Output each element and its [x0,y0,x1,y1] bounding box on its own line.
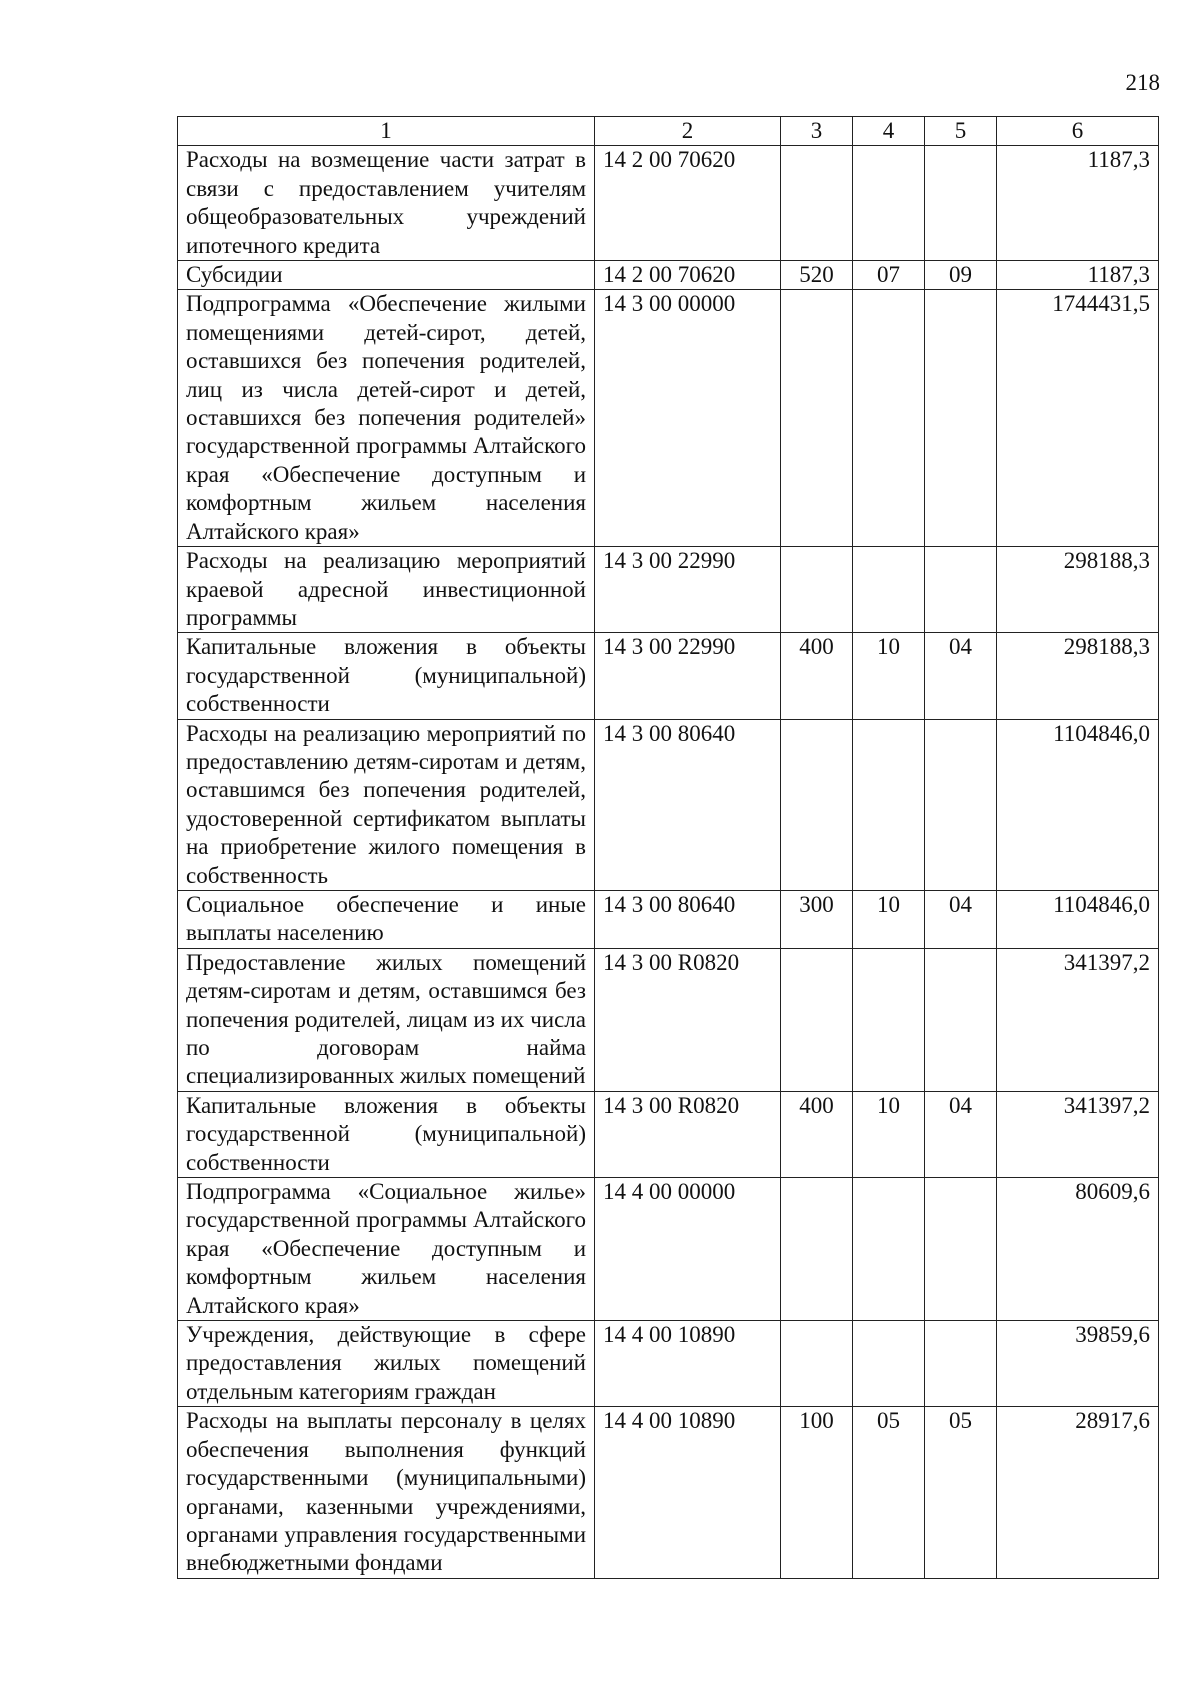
row-amount: 1104846,0 [997,890,1159,948]
row-amount: 1744431,5 [997,290,1159,547]
row-pr: 04 [925,890,997,948]
row-pr [925,1178,997,1321]
row-amount: 39859,6 [997,1321,1159,1407]
row-vr [781,948,853,1091]
row-name: Расходы на возмещение части затрат в связи с предоставлением учителям общеобразовательных учреждений ипотечного кредита [178,146,595,261]
table-row [178,1321,1159,1407]
row-code: 14 3 00 80640 [595,890,781,948]
row-vr [781,1178,853,1321]
row-vr [781,290,853,547]
row-name: Социальное обеспечение и иные выплаты населению [178,890,595,948]
row-code: 14 3 00 80640 [595,719,781,890]
row-amount: 1104846,0 [997,719,1159,890]
table-row [178,1407,1159,1578]
header-col-3: 3 [781,117,853,146]
row-vr [781,146,853,261]
row-rz: 05 [853,1407,925,1578]
row-code: 14 3 00 00000 [595,290,781,547]
row-code: 14 4 00 10890 [595,1321,781,1407]
row-amount: 1187,3 [997,261,1159,290]
row-code: 14 4 00 00000 [595,1178,781,1321]
row-code: 14 4 00 10890 [595,1407,781,1578]
row-rz [853,547,925,633]
row-vr [781,719,853,890]
row-pr [925,948,997,1091]
row-vr: 520 [781,261,853,290]
row-code: 14 3 00 22990 [595,633,781,719]
row-name: Капитальные вложения в объекты государственной (муниципальной) собственности [178,633,595,719]
row-vr: 100 [781,1407,853,1578]
row-name: Учреждения, действующие в сфере предоставления жилых помещений отдельным категориям граждан [178,1321,595,1407]
row-amount: 341397,2 [997,1091,1159,1177]
row-name: Субсидии [178,261,595,290]
row-vr: 300 [781,890,853,948]
row-pr [925,547,997,633]
row-code: 14 3 00 R0820 [595,1091,781,1177]
table-row [178,948,1159,1091]
row-name: Подпрограмма «Социальное жилье» государственной программы Алтайского края «Обеспечение доступным и комфортным жильем населения Алтайского края» [178,1178,595,1321]
row-rz [853,1178,925,1321]
row-rz: 07 [853,261,925,290]
row-name: Расходы на выплаты персоналу в целях обеспечения выполнения функций государственными (муниципальными) органами, казенными учреждениями, органами управления государственными внебюджетными фондами [178,1407,595,1578]
row-rz: 10 [853,1091,925,1177]
row-amount: 298188,3 [997,547,1159,633]
table-row [178,1178,1159,1321]
header-col-5: 5 [925,117,997,146]
row-rz [853,146,925,261]
table-row [178,290,1159,547]
table-row [178,146,1159,261]
row-pr: 05 [925,1407,997,1578]
row-amount: 28917,6 [997,1407,1159,1578]
row-amount: 341397,2 [997,948,1159,1091]
header-row [178,117,1159,146]
row-rz [853,1321,925,1407]
row-rz [853,290,925,547]
row-vr: 400 [781,633,853,719]
row-pr: 09 [925,261,997,290]
row-amount: 1187,3 [997,146,1159,261]
row-pr [925,1321,997,1407]
row-pr: 04 [925,1091,997,1177]
row-code: 14 2 00 70620 [595,146,781,261]
table-row [178,719,1159,890]
row-name: Предоставление жилых помещений детям-сиротам и детям, оставшимся без попечения родителей, лицам из их числа по договорам найма специализированных жилых помещений [178,948,595,1091]
table-row [178,633,1159,719]
row-vr [781,1321,853,1407]
row-rz [853,948,925,1091]
row-code: 14 3 00 22990 [595,547,781,633]
header-col-1: 1 [178,117,595,146]
row-code: 14 3 00 R0820 [595,948,781,1091]
row-rz [853,719,925,890]
budget-table [177,116,1159,1579]
table-row [178,890,1159,948]
row-pr [925,719,997,890]
row-pr [925,146,997,261]
row-amount: 298188,3 [997,633,1159,719]
table-row [178,547,1159,633]
row-name: Капитальные вложения в объекты государственной (муниципальной) собственности [178,1091,595,1177]
page-number: 218 [1125,70,1160,95]
row-vr: 400 [781,1091,853,1177]
row-code: 14 2 00 70620 [595,261,781,290]
row-name: Расходы на реализацию мероприятий по предоставлению детям-сиротам и детям, оставшимся без попечения родителей, удостоверенной сертификатом выплаты на приобретение жилого помещения в собственность [178,719,595,890]
table-row [178,1091,1159,1177]
row-rz: 10 [853,633,925,719]
header-col-6: 6 [997,117,1159,146]
row-amount: 80609,6 [997,1178,1159,1321]
row-pr: 04 [925,633,997,719]
table-row [178,261,1159,290]
row-name: Расходы на реализацию мероприятий краевой адресной инвестиционной программы [178,547,595,633]
header-col-2: 2 [595,117,781,146]
row-vr [781,547,853,633]
row-rz: 10 [853,890,925,948]
header-col-4: 4 [853,117,925,146]
row-name: Подпрограмма «Обеспечение жилыми помещениями детей-сирот, детей, оставшихся без попечения родителей, лиц из числа детей-сирот и детей, оставшихся без попечения родителей» государственной программы Алтайского края «Обеспечение доступным и комфортным жильем населения Алтайского края» [178,290,595,547]
row-pr [925,290,997,547]
